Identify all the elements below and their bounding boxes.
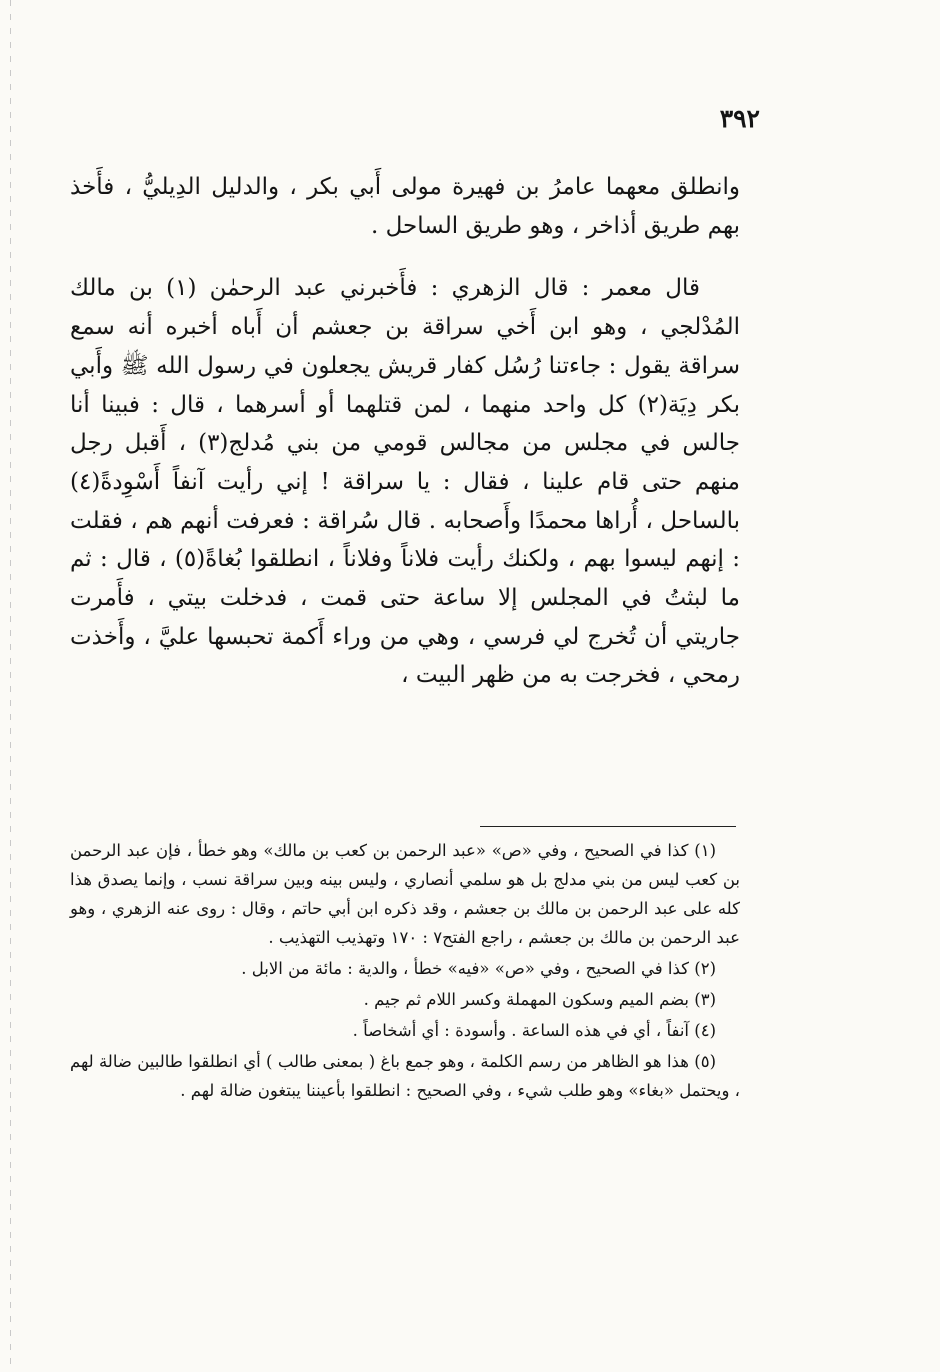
page-number: ٣٩٢ (719, 104, 760, 133)
footnote-1: (١) كذا في الصحيح ، وفي «ص» «عبد الرحمن بن كعب بن مالك» وهو خطأ ، فإن عبد الرحمن بن كعب ليس من بني مدلج بل هو سلمي أنصاري ، وليس بينه وبين سراقة نسب ، وإنما يصدق هذا كله على عبد الرحمن بن مالك بن جعشم ، وقد ذكره ابن أبي حاتم ، وقال : روى عنه الزهري ، وهو عبد الرحمن بن مالك بن جعشم ، راجع الفتح٧ : ١٧٠ وتهذيب التهذيب . (70, 841, 740, 947)
main-paragraph-2: قال معمر : قال الزهري : فأَخبرني عبد الرحمٰن (١) بن مالك المُدْلجي ، وهو ابن أَخي سراقة بن جعشم أن أَباه أخبره أنه سمع سراقة يقول : جاءتنا رُسُل كفار قريش يجعلون في رسول الله ﷺ وأَبي بكر دِيَة(٢) كل واحد منهما ، لمن قتلهما أو أسرهما ، قال : فبينا أنا جالس في مجلس من مجالس قومي من بني مُدلج(٣) ، أَقبل رجل منهم حتى قام علينا ، فقال : يا سراقة ! إني رأيت آنفاً أَسْوِدةً(٤) بالساحل ، أُراها محمدًا وأَصحابه . قال سُراقة : فعرفت أنهم هم ، فقلت : إنهم ليسوا بهم ، ولكنك رأيت فلاناً وفلاناً ، انطلقوا بُغاةً(٥) ، قال : ثم ما لبثتُ في المجلس إلا ساعة حتى قمت ، فدخلت بيتي ، فأَمرت جاريتي أن تُخرج لي فرسي ، وهي من وراء أَكمة تحبسها عليَّ ، وأَخذت رمحي ، فخرجت به من ظهر البيت ، (70, 275, 741, 689)
footnote-3: (٣) بضم الميم وسكون المهملة وكسر اللام ثم جيم . (363, 990, 716, 1009)
footnote-divider (480, 826, 736, 827)
footnote-2: (٢) كذا في الصحيح ، وفي «ص» «فيه» خطأ ، والدية : مائة من الابل . (241, 959, 716, 978)
footnote-5: (٥) هذا هو الظاهر من رسم الكلمة ، وهو جمع باغ ( بمعنى طالب ) أي انطلقوا طالبين ضالة لهم ، ويحتمل «بغاء» وهو طلب شيء ، وفي الصحيح : انطلقوا بأعيننا يبتغون ضالة لهم . (70, 1052, 740, 1100)
footnote-4: (٤) آنفاً ، أي في هذه الساعة . وأسودة : أي أشخاصاً . (352, 1021, 716, 1040)
main-paragraph-1: وانطلق معهما عامرُ بن فهيرة مولى أَبي بكر ، والدليل الدِيليُّ ، فأَخذ بهم طريق أذاخر ، وهو طريق الساحل . (70, 174, 740, 239)
main-text (70, 168, 740, 695)
scan-edge-line (10, 0, 11, 1372)
footnotes (70, 836, 740, 1105)
